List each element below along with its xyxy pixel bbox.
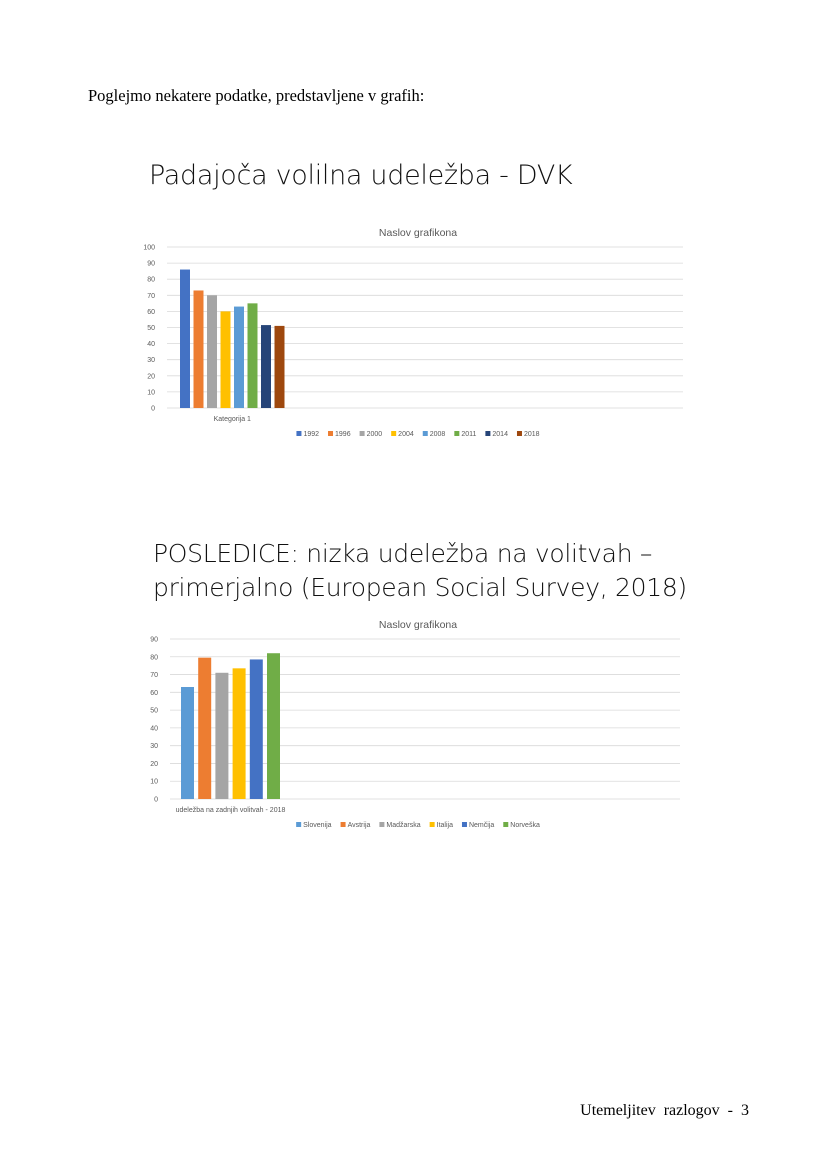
chart1-legend-item	[296, 431, 319, 438]
intro-text: Poglejmo nekatere podatke, predstavljene v grafih:	[88, 86, 425, 105]
chart2-legend-label: Madžarska	[386, 822, 421, 829]
chart1-legend-label: 2004	[398, 431, 414, 438]
chart2-slide-title	[153, 537, 687, 605]
chart1-legend-item	[360, 431, 383, 438]
chart2-y-tick-label: 80	[150, 654, 158, 662]
chart2-bar-slovenija	[181, 687, 194, 799]
chart2-y-tick-label: 90	[150, 636, 158, 644]
chart1-bar-2011	[248, 303, 258, 408]
chart2-y-tick-label: 20	[150, 760, 158, 768]
chart1-legend-item	[485, 431, 508, 438]
chart2-y-tick-label: 70	[150, 672, 158, 680]
chart1-bar-1996	[194, 290, 204, 408]
chart2-title: Naslov grafikona	[378, 619, 458, 631]
chart1-y-tick-label: 100	[143, 244, 155, 252]
chart1-legend-swatch	[328, 431, 333, 436]
chart1-y-tick-label: 20	[147, 373, 155, 381]
chart1-legend-label: 2008	[429, 431, 446, 438]
chart2-bar-italija	[233, 668, 246, 799]
chart1-legend-swatch	[296, 431, 301, 436]
chart1-legend-label: 2018	[523, 431, 540, 438]
chart2-legend-swatch	[379, 822, 384, 827]
chart2-legend-swatch	[462, 822, 467, 827]
chart1-legend-label: 1996	[335, 431, 351, 438]
chart1-legend-swatch	[391, 431, 396, 436]
chart1-legend-swatch	[360, 431, 365, 436]
chart2-legend-item	[503, 822, 540, 829]
chart1-y-tick-label: 0	[151, 405, 155, 413]
chart1-y-tick-label: 90	[147, 260, 155, 268]
chart1-bar-2000	[207, 295, 217, 408]
chart2-legend-swatch	[503, 822, 508, 827]
chart2-legend-label: Norveška	[510, 822, 540, 829]
chart2-y-tick-label: 30	[150, 743, 158, 751]
turnout-chart	[130, 220, 690, 450]
chart1-legend-item	[454, 431, 476, 438]
chart1-legend-swatch	[423, 431, 428, 436]
page-footer: Utemeljitev razlogov - 3	[580, 1102, 749, 1119]
chart1-category-label: Kategorija 1	[213, 416, 251, 423]
chart1-legend-item	[517, 431, 540, 438]
chart2-legend-swatch	[296, 822, 301, 827]
chart1-bar-1992	[180, 270, 190, 408]
chart1-y-tick-label: 60	[147, 308, 155, 316]
chart2-legend-label: Slovenija	[303, 822, 332, 829]
chart1-legend-label: 2000	[366, 431, 383, 438]
chart1-legend-swatch	[517, 431, 522, 436]
chart1-legend-item	[328, 431, 351, 438]
comparison-chart	[130, 614, 690, 839]
chart2-y-tick-label: 60	[150, 689, 158, 697]
chart1-bar-2018	[275, 326, 285, 408]
chart2-legend-label: Avstrija	[347, 822, 371, 829]
chart1-legend-item	[423, 431, 446, 438]
chart2-category-label: udeležba na zadnjih volitvah - 2018	[175, 807, 286, 814]
chart1-legend-swatch	[485, 431, 490, 436]
chart2-y-tick-label: 0	[154, 796, 158, 804]
chart1-legend-label: 1992	[303, 431, 320, 438]
chart1-y-tick-label: 80	[147, 276, 155, 284]
chart2-y-tick-label: 10	[150, 778, 158, 786]
chart2-legend-item	[430, 822, 453, 829]
chart1-bar-2004	[221, 311, 231, 408]
chart2-legend-item	[296, 822, 332, 829]
chart1-legend	[296, 431, 539, 438]
chart1-title: Naslov grafikona	[378, 227, 458, 239]
chart1-y-tick-label: 40	[147, 341, 155, 349]
chart1-y-tick-label: 50	[147, 325, 155, 332]
chart1-legend-label: 2011	[461, 431, 477, 438]
chart2-bar-nemčija	[250, 659, 263, 799]
chart2-bar-avstrija	[198, 658, 211, 799]
chart2-legend-item	[341, 822, 371, 829]
chart1-y-tick-label: 30	[147, 357, 155, 365]
chart1-legend-label: 2014	[492, 431, 508, 438]
chart1-y-tick-label: 10	[147, 389, 155, 397]
chart2-bar-norveška	[267, 653, 280, 799]
chart2-y-tick-label: 50	[150, 707, 158, 715]
chart1-y-tick-label: 70	[147, 292, 155, 300]
chart2-title-line2: primerjalno (European Social Survey, 2018)	[153, 573, 687, 602]
chart2-y-tick-label: 40	[150, 725, 158, 733]
chart2-legend-swatch	[341, 822, 346, 827]
chart2-legend	[296, 822, 540, 829]
chart2-legend-swatch	[430, 822, 435, 827]
chart2-bar-madžarska	[215, 673, 228, 799]
chart1-bar-2008	[234, 307, 244, 408]
chart2-legend-label: Nemčija	[468, 822, 495, 829]
chart2-legend-item	[462, 822, 494, 829]
chart2-legend-label: Italija	[436, 822, 453, 829]
chart1-slide-title: Padajoča volilna udeležba - DVK	[149, 160, 573, 191]
chart2-legend-item	[379, 822, 420, 829]
chart2-title-line1: POSLEDICE: nizka udeležba na volitvah –	[153, 539, 653, 568]
chart1-legend-item	[391, 431, 414, 438]
chart1-legend-swatch	[454, 431, 459, 436]
chart1-bar-2014	[261, 325, 271, 408]
